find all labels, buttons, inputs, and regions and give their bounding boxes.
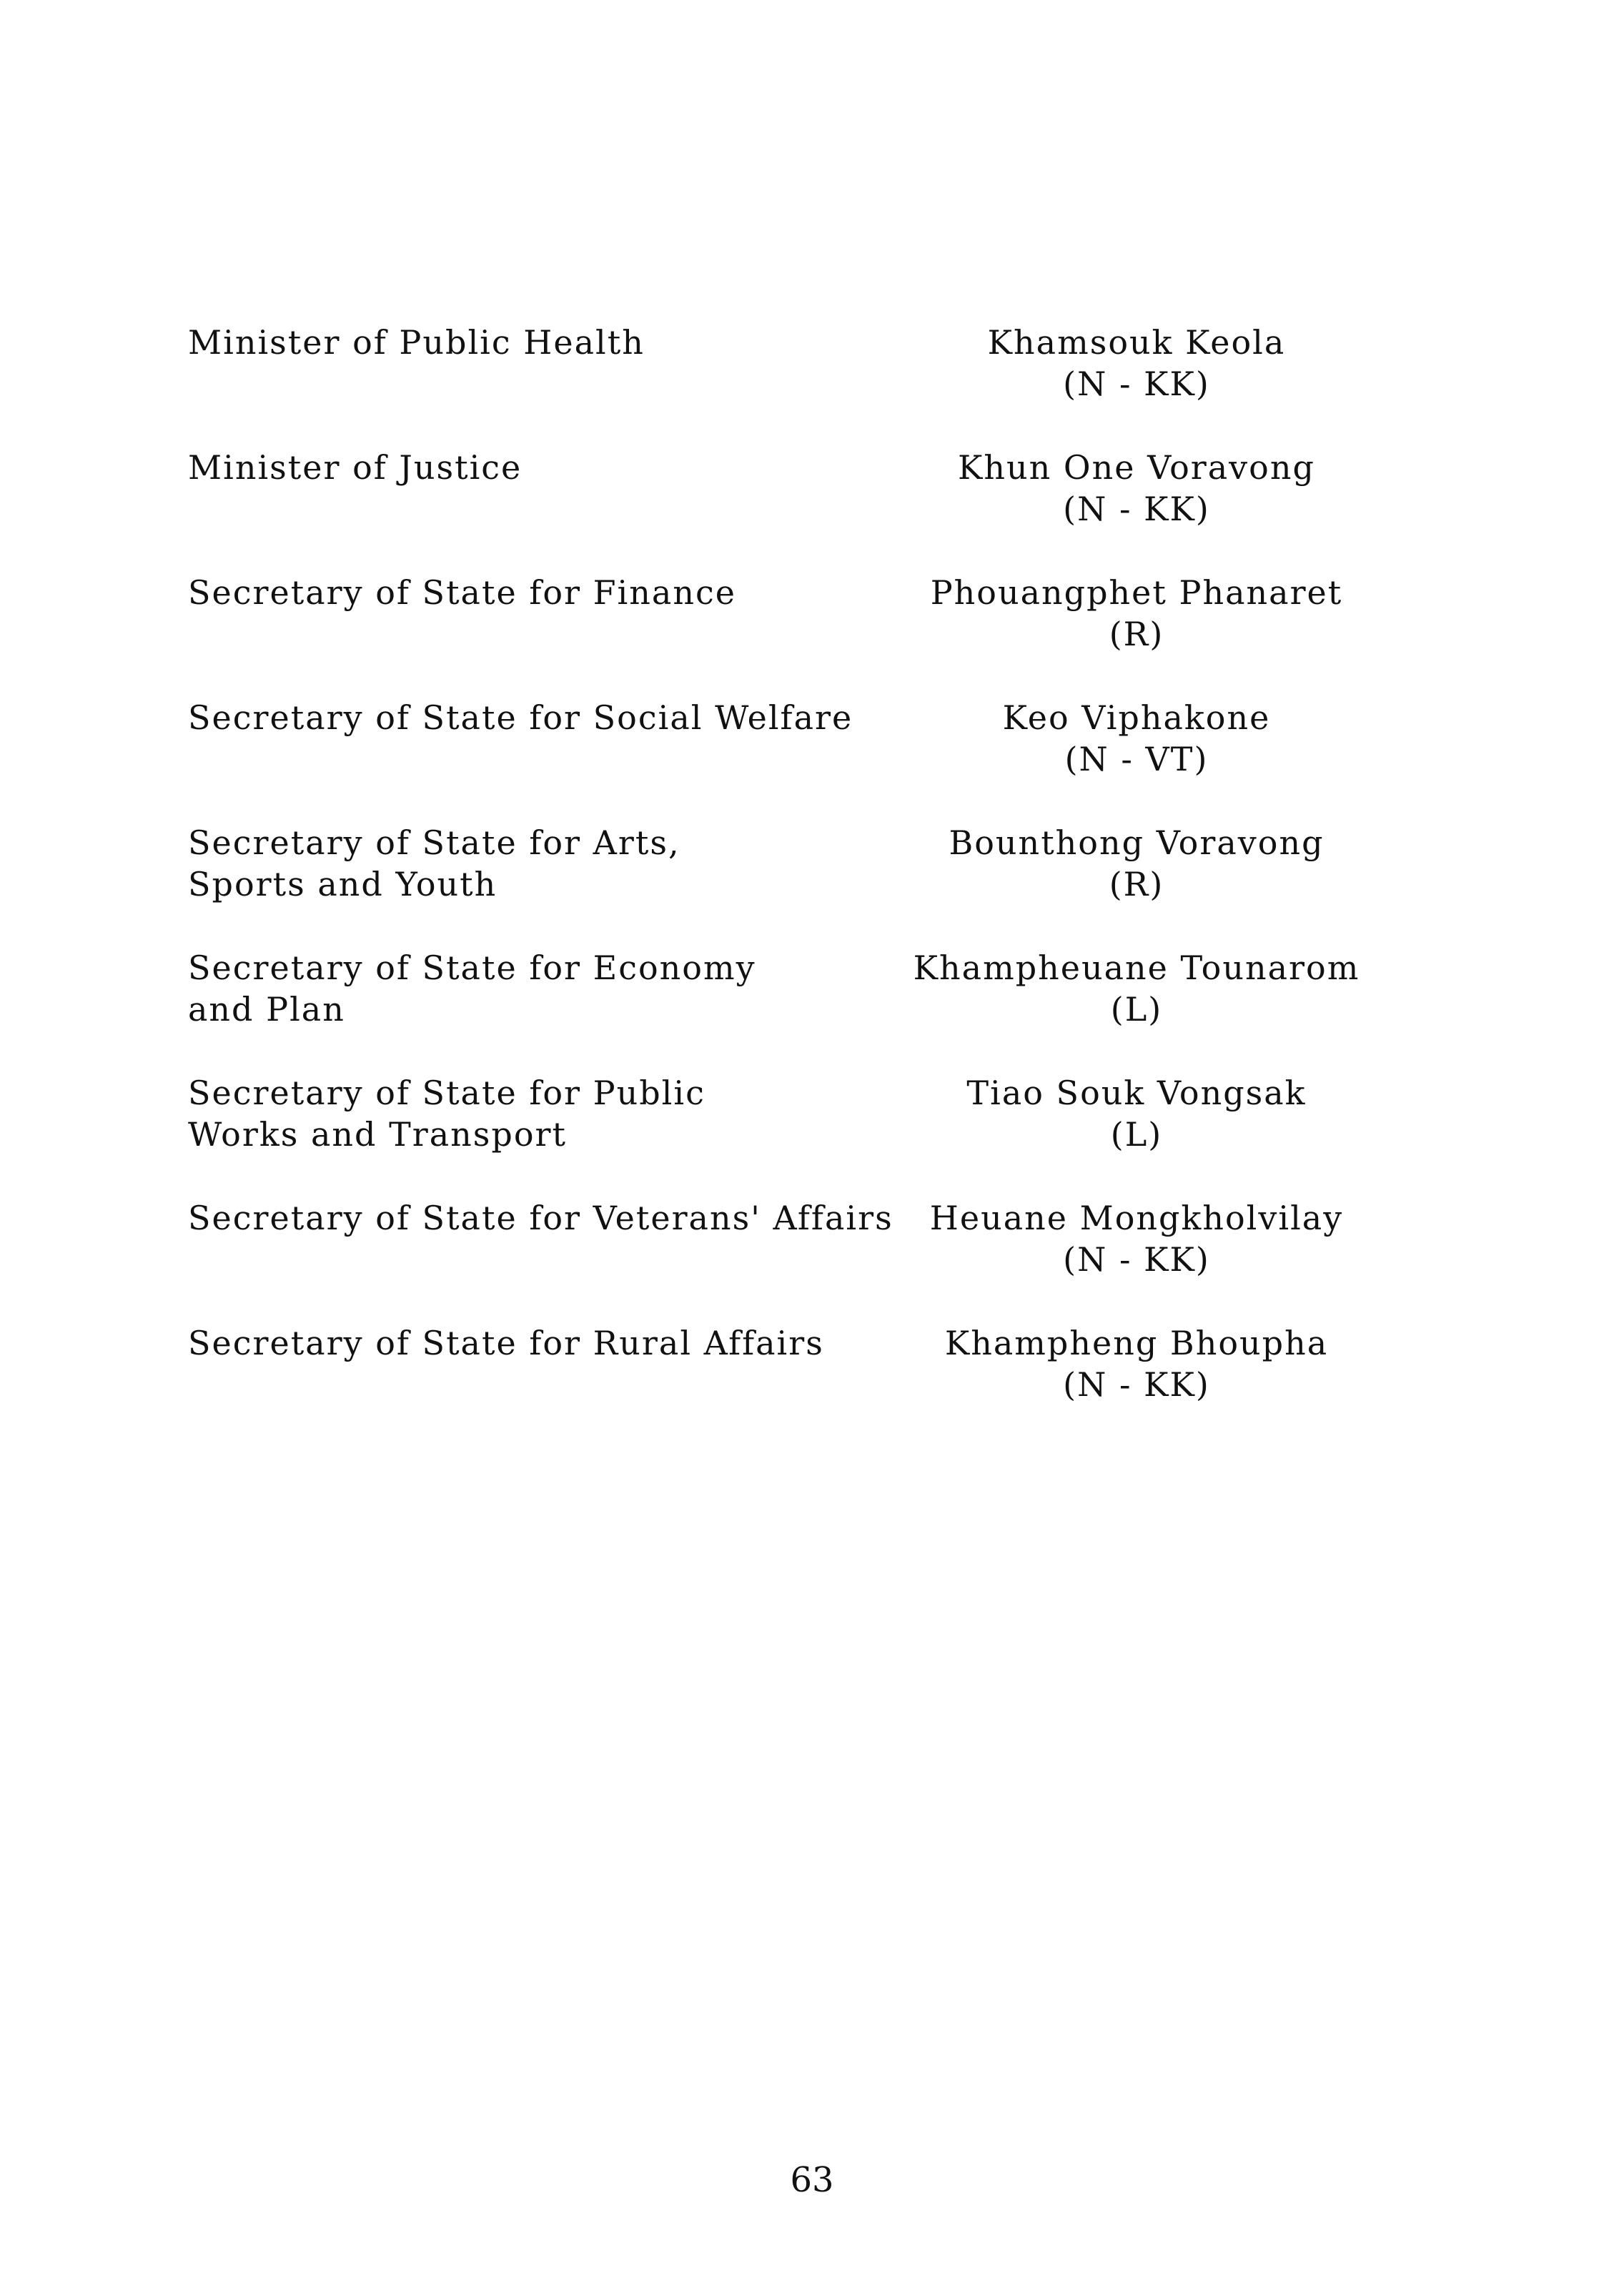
office-title: Secretary of State for Finance xyxy=(188,573,736,612)
office-title: Minister of Public Health xyxy=(188,323,645,362)
party-affiliation: (N - KK) xyxy=(1063,365,1210,403)
holder-name: Phouangphet Phanaret xyxy=(930,573,1343,612)
holder-name: Khampheuane Tounarom xyxy=(913,949,1360,987)
party-affiliation: (N - KK) xyxy=(1063,1365,1210,1404)
party-affiliation: (R) xyxy=(1109,615,1164,653)
office-title: Secretary of State for Economy and Plan xyxy=(188,949,756,1029)
holder-name: Khun One Voravong xyxy=(958,448,1315,487)
office-holder xyxy=(886,1322,1387,1405)
holder-name: Keo Viphakone xyxy=(1002,698,1271,737)
holder-name: Khampheng Bhoupha xyxy=(944,1324,1329,1362)
cabinet-entry xyxy=(0,1322,1624,1430)
party-affiliation: (N - VT) xyxy=(1064,740,1209,778)
cabinet-entry xyxy=(0,697,1624,804)
cabinet-entry xyxy=(0,1072,1624,1179)
office-title: Secretary of State for Veterans' Affairs xyxy=(188,1199,893,1237)
party-affiliation: (N - KK) xyxy=(1063,1240,1210,1279)
holder-name: Bounthong Voravong xyxy=(949,823,1325,862)
party-affiliation: (N - KK) xyxy=(1063,490,1210,528)
office-holder xyxy=(886,1072,1387,1155)
party-affiliation: (L) xyxy=(1110,1115,1163,1154)
office-holder xyxy=(886,322,1387,405)
cabinet-entry xyxy=(0,947,1624,1054)
holder-name: Khamsouk Keola xyxy=(987,323,1286,362)
office-title: Secretary of State for Public Works and Transport xyxy=(188,1074,705,1154)
holder-name: Tiao Souk Vongsak xyxy=(966,1074,1307,1112)
cabinet-entry xyxy=(0,572,1624,679)
office-title: Secretary of State for Arts, Sports and Youth xyxy=(188,823,680,903)
office-holder xyxy=(886,572,1387,655)
office-title: Secretary of State for Rural Affairs xyxy=(188,1324,824,1362)
cabinet-entry xyxy=(0,1197,1624,1304)
office-holder xyxy=(886,697,1387,780)
cabinet-entry xyxy=(0,822,1624,929)
party-affiliation: (R) xyxy=(1109,865,1164,903)
holder-name: Heuane Mongkholvilay xyxy=(929,1199,1344,1237)
page-number: 63 xyxy=(790,2160,834,2200)
cabinet-entry xyxy=(0,322,1624,429)
office-title: Secretary of State for Social Welfare xyxy=(188,698,853,737)
office-holder xyxy=(886,947,1387,1030)
office-title: Minister of Justice xyxy=(188,448,523,487)
party-affiliation: (L) xyxy=(1110,990,1163,1029)
cabinet-entry xyxy=(0,447,1624,554)
office-holder xyxy=(886,1197,1387,1280)
office-holder xyxy=(886,447,1387,530)
office-holder xyxy=(886,822,1387,905)
